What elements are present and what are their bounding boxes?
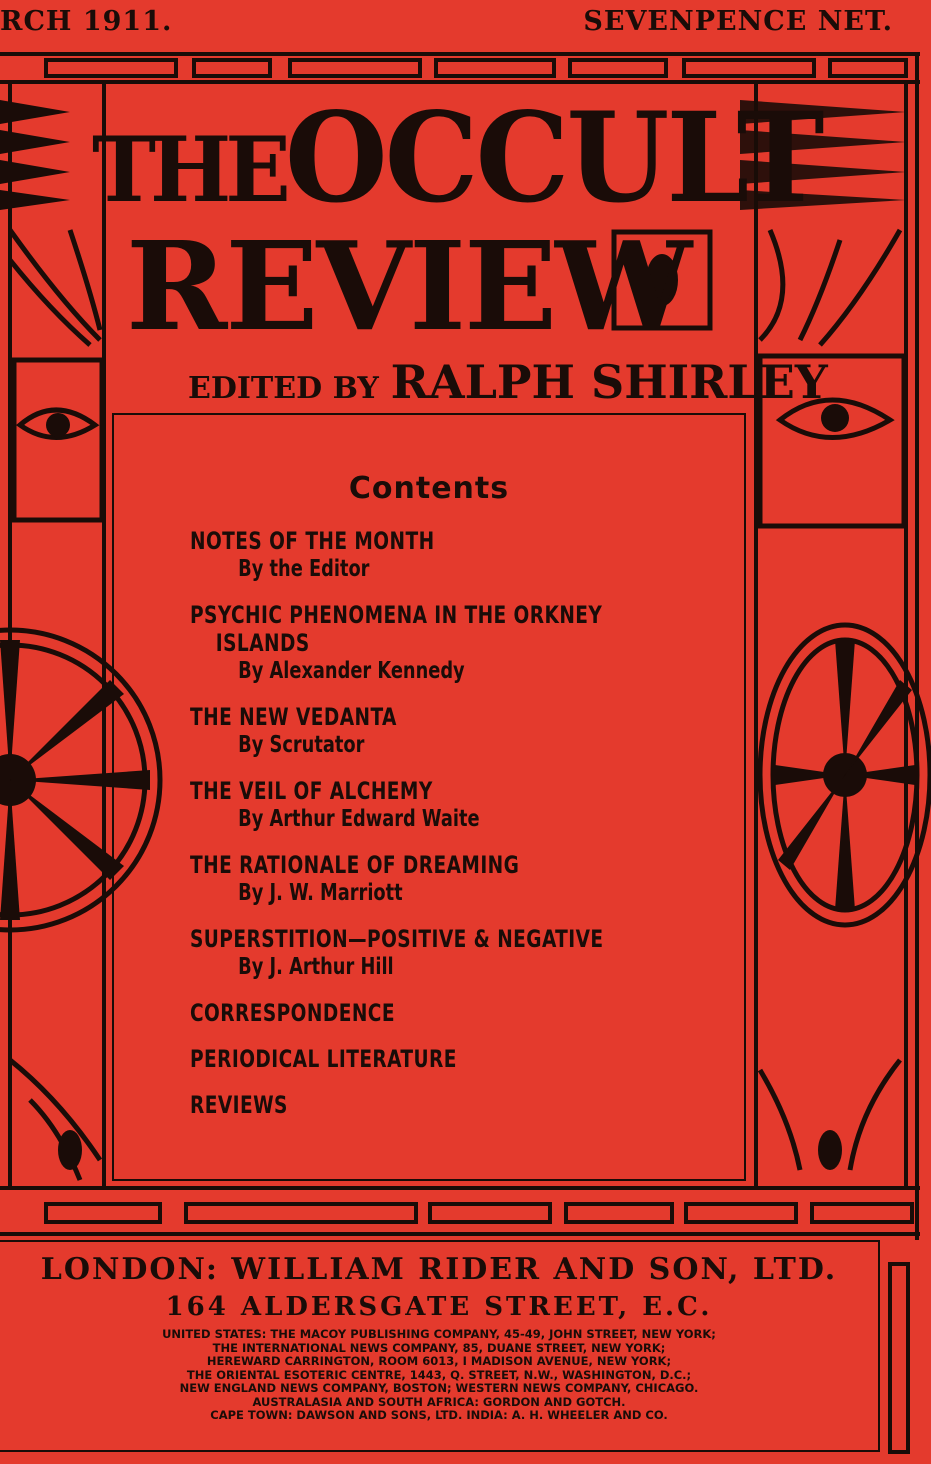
editor-credit [188,355,828,409]
contents-item [190,851,730,907]
agent-line: THE INTERNATIONAL NEWS COMPANY, 85, DUANE STREET, NEW YORK; [212,1340,666,1355]
article-author: By Alexander Kennedy [238,658,465,684]
publisher-panel [0,1240,880,1452]
agent-line: CAPE TOWN: DAWSON AND SONS, LTD. INDIA: A. H. WHEELER AND CO. [210,1408,668,1422]
publisher-name: LONDON: WILLIAM RIDER AND SON, LTD. [40,1252,838,1287]
article-author: By the Editor [238,556,370,582]
contents-item [190,925,730,981]
edited-by-label: EDITED BY [188,371,379,406]
magazine-title-line1 [92,84,822,231]
editor-name: RALPH SHIRLEY [390,355,828,409]
article-title-continued: ISLANDS [215,629,310,657]
article-author: By Arthur Edward Waite [238,806,480,832]
article-title: THE VEIL OF ALCHEMY [190,777,433,805]
contents-item [190,527,730,583]
contents-item [190,1091,730,1119]
issue-price: SEVENPENCE NET. [583,6,893,37]
article-title: REVIEWS [190,1091,288,1119]
title-review: REVIEW [126,214,691,358]
contents-heading: Contents [348,471,510,506]
contents-list [190,527,730,1137]
article-title: SUPERSTITION—POSITIVE & NEGATIVE [190,925,604,953]
title-occult: OCCULT [284,84,822,231]
article-author: By J. Arthur Hill [238,954,394,980]
agent-line: UNITED STATES: THE MACOY PUBLISHING COMPANY, 45-49, JOHN STREET, NEW YORK; [162,1327,716,1341]
article-title: THE NEW VEDANTA [190,703,397,731]
article-author: By Scrutator [238,732,365,758]
article-title: NOTES OF THE MONTH [190,527,435,555]
contents-item [190,601,730,685]
agent-line: AUSTRALASIA AND SOUTH AFRICA: GORDON AND GOTCH. [252,1394,626,1409]
title-the: THE [92,117,285,224]
article-title: THE RATIONALE OF DREAMING [190,851,520,879]
contents-item [190,703,730,759]
agent-line: THE ORIENTAL ESOTERIC CENTRE, 1443, Q. STREET, N.W., WASHINGTON, D.C.; [186,1367,692,1382]
agent-line: NEW ENGLAND NEWS COMPANY, BOSTON; WESTERN NEWS COMPANY, CHICAGO. [179,1381,699,1395]
contents-item [190,777,730,833]
article-title: CORRESPONDENCE [190,999,395,1027]
article-title: PSYCHIC PHENOMENA IN THE ORKNEY [190,601,603,629]
contents-item [190,1045,730,1073]
agent-line: HEREWARD CARRINGTON, ROOM 6013, I MADISON AVENUE, NEW YORK; [206,1354,672,1368]
article-author: By J. W. Marriott [238,880,403,906]
agents-list [0,1328,878,1423]
contents-panel [112,413,746,1181]
publisher-address: 164 ALDERSGATE STREET, E.C. [165,1292,713,1322]
issue-date: RCH 1911. [0,6,173,37]
contents-item [190,999,730,1027]
article-title: PERIODICAL LITERATURE [190,1045,457,1073]
